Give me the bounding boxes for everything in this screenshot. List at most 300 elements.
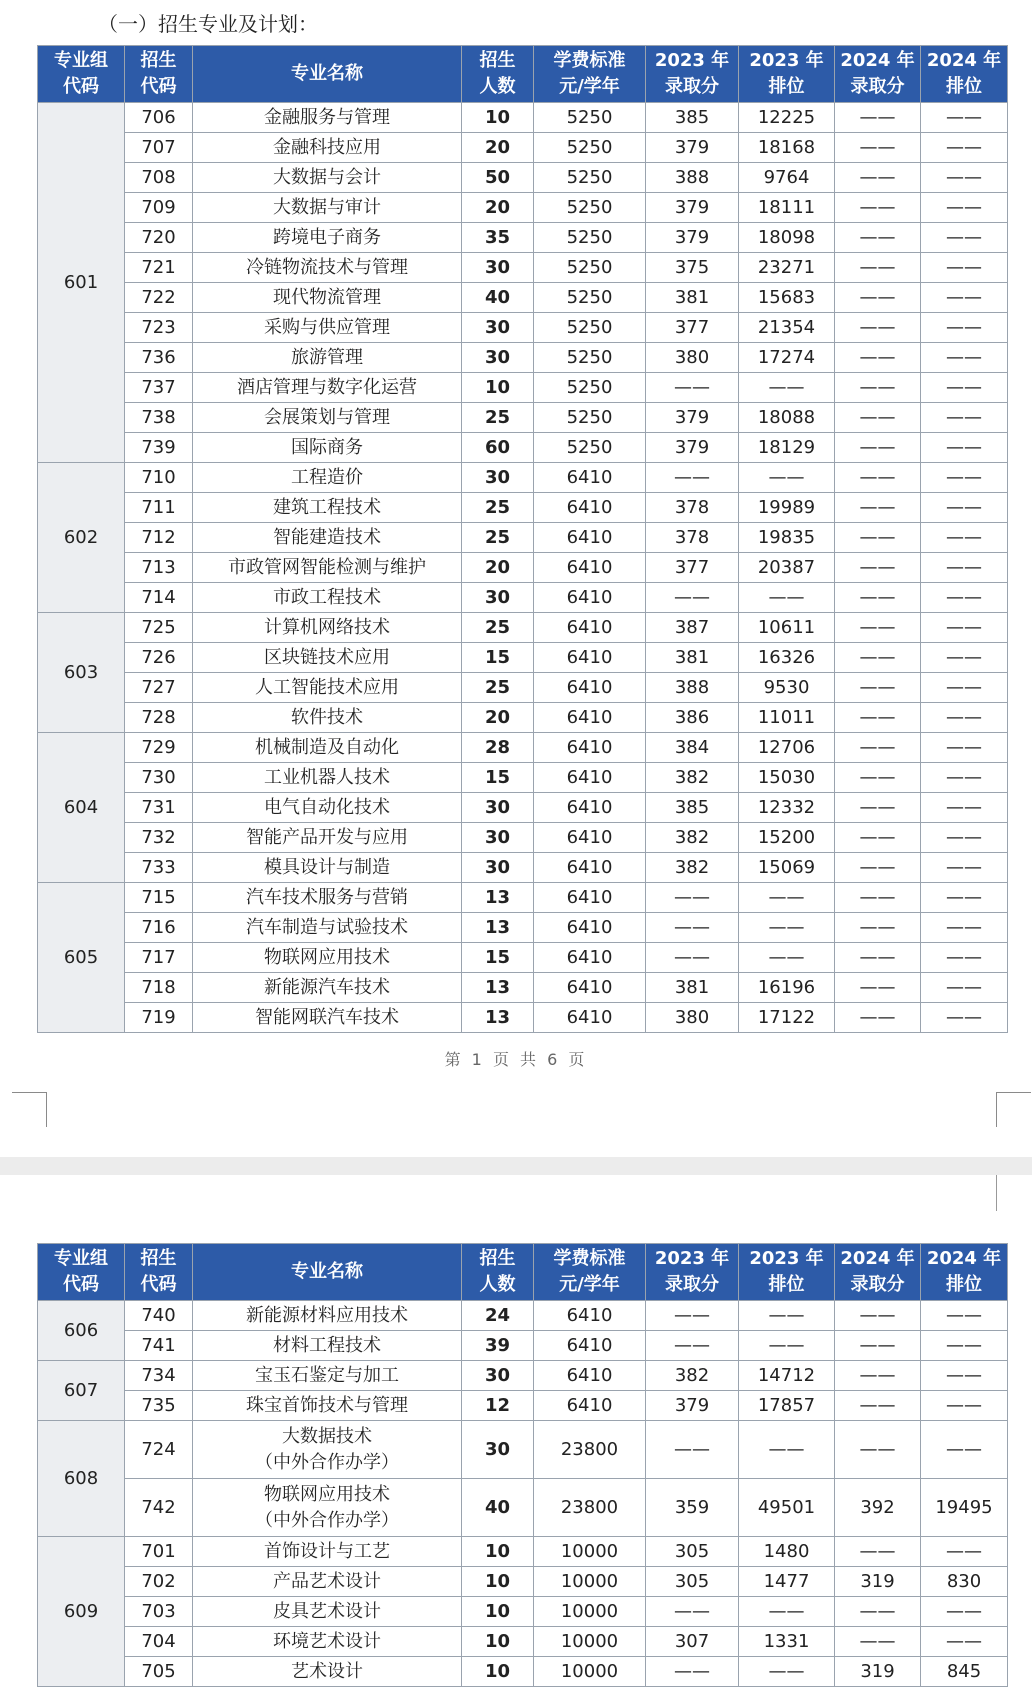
rank-2023-cell: 15030 <box>739 763 835 793</box>
rank-2023-cell: 15683 <box>739 283 835 313</box>
rank-2023-cell: —— <box>739 943 835 973</box>
score-2023-cell: 381 <box>646 973 739 1003</box>
score-2023-cell: 382 <box>646 853 739 883</box>
rank-2023-cell: 16326 <box>739 643 835 673</box>
quota-cell: 60 <box>462 433 534 463</box>
score-2023-cell: —— <box>646 1301 739 1331</box>
rank-2023-cell: 10611 <box>739 613 835 643</box>
score-2023-cell: 382 <box>646 763 739 793</box>
rank-2024-cell: —— <box>921 223 1008 253</box>
quota-cell: 30 <box>462 463 534 493</box>
major-code-cell: 735 <box>125 1391 193 1421</box>
score-2023-cell: 305 <box>646 1537 739 1567</box>
table-row <box>38 283 1008 313</box>
major-name-cell: 软件技术 <box>193 703 462 733</box>
tuition-cell: 6410 <box>534 523 646 553</box>
quota-cell: 30 <box>462 1361 534 1391</box>
score-2024-cell: —— <box>835 1537 921 1567</box>
rank-2024-cell: —— <box>921 463 1008 493</box>
rank-2024-cell: —— <box>921 613 1008 643</box>
header-major-code: 招生 代码 <box>125 1244 193 1301</box>
major-code-cell: 740 <box>125 1301 193 1331</box>
score-2024-cell: —— <box>835 373 921 403</box>
score-2023-cell: —— <box>646 1657 739 1687</box>
major-code-cell: 725 <box>125 613 193 643</box>
major-name-cell: 皮具艺术设计 <box>193 1597 462 1627</box>
rank-2023-cell: 12706 <box>739 733 835 763</box>
major-name-cell: 物联网应用技术 （中外合作办学） <box>193 1479 462 1537</box>
tuition-cell: 6410 <box>534 1301 646 1331</box>
quota-cell: 10 <box>462 1627 534 1657</box>
tuition-cell: 10000 <box>534 1537 646 1567</box>
score-2023-cell: 380 <box>646 343 739 373</box>
tuition-cell: 5250 <box>534 223 646 253</box>
score-2024-cell: 319 <box>835 1567 921 1597</box>
major-code-cell: 739 <box>125 433 193 463</box>
score-2023-cell: 385 <box>646 793 739 823</box>
quota-cell: 15 <box>462 943 534 973</box>
score-2023-cell: 388 <box>646 673 739 703</box>
table-row <box>38 853 1008 883</box>
major-code-cell: 723 <box>125 313 193 343</box>
major-name-cell: 新能源汽车技术 <box>193 973 462 1003</box>
tuition-cell: 10000 <box>534 1597 646 1627</box>
major-name-cell: 机械制造及自动化 <box>193 733 462 763</box>
rank-2024-cell: 845 <box>921 1657 1008 1687</box>
major-code-cell: 742 <box>125 1479 193 1537</box>
score-2023-cell: 379 <box>646 193 739 223</box>
score-2023-cell: —— <box>646 1597 739 1627</box>
header-2023-score: 2023 年 录取分 <box>646 1244 739 1301</box>
group-code-cell: 601 <box>38 103 125 463</box>
score-2024-cell: —— <box>835 973 921 1003</box>
header-major-name: 专业名称 <box>193 46 462 103</box>
table-row <box>38 1567 1008 1597</box>
page-corner-mark-left <box>12 1092 47 1127</box>
score-2024-cell: —— <box>835 133 921 163</box>
rank-2023-cell: 18111 <box>739 193 835 223</box>
score-2023-cell: 381 <box>646 283 739 313</box>
header-quota: 招生 人数 <box>462 46 534 103</box>
rank-2023-cell: 9530 <box>739 673 835 703</box>
major-code-cell: 710 <box>125 463 193 493</box>
rank-2024-cell: —— <box>921 913 1008 943</box>
table-row <box>38 703 1008 733</box>
major-code-cell: 734 <box>125 1361 193 1391</box>
table-row <box>38 583 1008 613</box>
major-name-cell: 市政管网智能检测与维护 <box>193 553 462 583</box>
major-code-cell: 706 <box>125 103 193 133</box>
rank-2023-cell: —— <box>739 1657 835 1687</box>
score-2023-cell: 382 <box>646 823 739 853</box>
major-name-cell: 珠宝首饰技术与管理 <box>193 1391 462 1421</box>
header-quota: 招生 人数 <box>462 1244 534 1301</box>
score-2024-cell: —— <box>835 733 921 763</box>
quota-cell: 40 <box>462 283 534 313</box>
score-2024-cell: —— <box>835 223 921 253</box>
major-code-cell: 701 <box>125 1537 193 1567</box>
rank-2024-cell: —— <box>921 493 1008 523</box>
rank-2024-cell: —— <box>921 853 1008 883</box>
rank-2024-cell: —— <box>921 373 1008 403</box>
rank-2023-cell: —— <box>739 463 835 493</box>
major-code-cell: 732 <box>125 823 193 853</box>
major-name-cell: 电气自动化技术 <box>193 793 462 823</box>
group-code-cell: 608 <box>38 1421 125 1537</box>
rank-2024-cell: —— <box>921 703 1008 733</box>
major-name-cell: 现代物流管理 <box>193 283 462 313</box>
rank-2024-cell: —— <box>921 583 1008 613</box>
table-row <box>38 673 1008 703</box>
tuition-cell: 6410 <box>534 853 646 883</box>
score-2024-cell: —— <box>835 1003 921 1033</box>
rank-2023-cell: 1480 <box>739 1537 835 1567</box>
score-2023-cell: 386 <box>646 703 739 733</box>
tuition-cell: 6410 <box>534 463 646 493</box>
score-2023-cell: —— <box>646 463 739 493</box>
tuition-cell: 6410 <box>534 703 646 733</box>
score-2024-cell: —— <box>835 883 921 913</box>
group-code-cell: 607 <box>38 1361 125 1421</box>
quota-cell: 13 <box>462 973 534 1003</box>
score-2023-cell: 387 <box>646 613 739 643</box>
quota-cell: 28 <box>462 733 534 763</box>
tuition-cell: 5250 <box>534 103 646 133</box>
score-2024-cell: —— <box>835 793 921 823</box>
quota-cell: 15 <box>462 763 534 793</box>
rank-2024-cell: —— <box>921 253 1008 283</box>
major-name-cell: 物联网应用技术 <box>193 943 462 973</box>
tuition-cell: 6410 <box>534 763 646 793</box>
table-header-row <box>38 1244 1008 1301</box>
table-row <box>38 973 1008 1003</box>
group-code-cell: 603 <box>38 613 125 733</box>
major-code-cell: 702 <box>125 1567 193 1597</box>
major-name-cell: 材料工程技术 <box>193 1331 462 1361</box>
score-2023-cell: 359 <box>646 1479 739 1537</box>
header-tuition: 学费标准 元/学年 <box>534 46 646 103</box>
major-code-cell: 703 <box>125 1597 193 1627</box>
score-2023-cell: —— <box>646 583 739 613</box>
rank-2023-cell: —— <box>739 1421 835 1479</box>
table-header-row <box>38 46 1008 103</box>
rank-2023-cell: 15200 <box>739 823 835 853</box>
tuition-cell: 23800 <box>534 1479 646 1537</box>
major-code-cell: 712 <box>125 523 193 553</box>
quota-cell: 15 <box>462 643 534 673</box>
rank-2023-cell: —— <box>739 913 835 943</box>
table-row <box>38 103 1008 133</box>
score-2023-cell: 384 <box>646 733 739 763</box>
tuition-cell: 5250 <box>534 163 646 193</box>
major-code-cell: 714 <box>125 583 193 613</box>
rank-2024-cell: —— <box>921 1301 1008 1331</box>
major-name-cell: 区块链技术应用 <box>193 643 462 673</box>
score-2024-cell: —— <box>835 1391 921 1421</box>
score-2023-cell: 377 <box>646 553 739 583</box>
score-2023-cell: —— <box>646 913 739 943</box>
score-2024-cell: —— <box>835 313 921 343</box>
quota-cell: 30 <box>462 583 534 613</box>
score-2024-cell: 392 <box>835 1479 921 1537</box>
rank-2023-cell: 18129 <box>739 433 835 463</box>
rank-2024-cell: —— <box>921 283 1008 313</box>
rank-2023-cell: —— <box>739 1597 835 1627</box>
enrollment-plan-table-page2 <box>37 1243 1008 1687</box>
table-row <box>38 343 1008 373</box>
major-name-cell: 工业机器人技术 <box>193 763 462 793</box>
score-2023-cell: 379 <box>646 433 739 463</box>
quota-cell: 20 <box>462 703 534 733</box>
rank-2024-cell: —— <box>921 133 1008 163</box>
major-name-cell: 环境艺术设计 <box>193 1627 462 1657</box>
score-2024-cell: —— <box>835 583 921 613</box>
header-major-code: 招生 代码 <box>125 46 193 103</box>
table-row <box>38 1361 1008 1391</box>
score-2024-cell: —— <box>835 943 921 973</box>
tuition-cell: 5250 <box>534 403 646 433</box>
score-2024-cell: —— <box>835 163 921 193</box>
table-row <box>38 223 1008 253</box>
quota-cell: 24 <box>462 1301 534 1331</box>
header-group-code: 专业组 代码 <box>38 1244 125 1301</box>
table-row <box>38 1003 1008 1033</box>
major-name-cell: 国际商务 <box>193 433 462 463</box>
table-row <box>38 1537 1008 1567</box>
quota-cell: 30 <box>462 823 534 853</box>
rank-2023-cell: 9764 <box>739 163 835 193</box>
score-2024-cell: —— <box>835 913 921 943</box>
rank-2023-cell: 19989 <box>739 493 835 523</box>
score-2024-cell: —— <box>835 343 921 373</box>
score-2023-cell: 375 <box>646 253 739 283</box>
tuition-cell: 6410 <box>534 733 646 763</box>
rank-2024-cell: —— <box>921 1597 1008 1627</box>
score-2023-cell: 307 <box>646 1627 739 1657</box>
score-2024-cell: —— <box>835 643 921 673</box>
tuition-cell: 6410 <box>534 1361 646 1391</box>
rank-2023-cell: 18088 <box>739 403 835 433</box>
major-name-cell: 人工智能技术应用 <box>193 673 462 703</box>
header-2023-rank: 2023 年 排位 <box>739 1244 835 1301</box>
score-2023-cell: 385 <box>646 103 739 133</box>
major-name-cell: 汽车技术服务与营销 <box>193 883 462 913</box>
major-name-cell: 艺术设计 <box>193 1657 462 1687</box>
rank-2023-cell: 18168 <box>739 133 835 163</box>
major-name-cell: 模具设计与制造 <box>193 853 462 883</box>
table-row <box>38 883 1008 913</box>
rank-2023-cell: 17857 <box>739 1391 835 1421</box>
score-2023-cell: 378 <box>646 493 739 523</box>
table-row <box>38 823 1008 853</box>
score-2023-cell: —— <box>646 1421 739 1479</box>
tuition-cell: 6410 <box>534 583 646 613</box>
score-2023-cell: —— <box>646 943 739 973</box>
table-row <box>38 763 1008 793</box>
major-code-cell: 708 <box>125 163 193 193</box>
score-2024-cell: 319 <box>835 1657 921 1687</box>
quota-cell: 39 <box>462 1331 534 1361</box>
rank-2024-cell: —— <box>921 643 1008 673</box>
score-2024-cell: —— <box>835 493 921 523</box>
major-code-cell: 716 <box>125 913 193 943</box>
section-title: （一）招生专业及计划： <box>98 12 318 36</box>
score-2023-cell: 377 <box>646 313 739 343</box>
quota-cell: 10 <box>462 1657 534 1687</box>
tuition-cell: 6410 <box>534 943 646 973</box>
rank-2023-cell: 11011 <box>739 703 835 733</box>
score-2023-cell: 378 <box>646 523 739 553</box>
tuition-cell: 6410 <box>534 1003 646 1033</box>
major-name-cell: 金融服务与管理 <box>193 103 462 133</box>
tuition-cell: 5250 <box>534 283 646 313</box>
table-row <box>38 1479 1008 1537</box>
enrollment-plan-table-page1 <box>37 45 1008 1033</box>
major-name-cell: 金融科技应用 <box>193 133 462 163</box>
table-row <box>38 493 1008 523</box>
table-row <box>38 553 1008 583</box>
score-2024-cell: —— <box>835 673 921 703</box>
quota-cell: 30 <box>462 343 534 373</box>
tuition-cell: 10000 <box>534 1627 646 1657</box>
major-code-cell: 720 <box>125 223 193 253</box>
rank-2024-cell: —— <box>921 523 1008 553</box>
header-2024-rank: 2024 年 排位 <box>921 46 1008 103</box>
tuition-cell: 6410 <box>534 493 646 523</box>
quota-cell: 13 <box>462 883 534 913</box>
group-code-cell: 602 <box>38 463 125 613</box>
major-code-cell: 711 <box>125 493 193 523</box>
major-code-cell: 705 <box>125 1657 193 1687</box>
major-code-cell: 722 <box>125 283 193 313</box>
major-code-cell: 724 <box>125 1421 193 1479</box>
tuition-cell: 5250 <box>534 343 646 373</box>
major-code-cell: 715 <box>125 883 193 913</box>
score-2024-cell: —— <box>835 613 921 643</box>
header-2024-score: 2024 年 录取分 <box>835 46 921 103</box>
score-2024-cell: —— <box>835 283 921 313</box>
rank-2024-cell: —— <box>921 823 1008 853</box>
rank-2024-cell: —— <box>921 793 1008 823</box>
quota-cell: 20 <box>462 553 534 583</box>
quota-cell: 25 <box>462 403 534 433</box>
header-2024-rank: 2024 年 排位 <box>921 1244 1008 1301</box>
quota-cell: 20 <box>462 193 534 223</box>
tuition-cell: 6410 <box>534 793 646 823</box>
table-row <box>38 133 1008 163</box>
rank-2023-cell: 23271 <box>739 253 835 283</box>
score-2024-cell: —— <box>835 1301 921 1331</box>
score-2024-cell: —— <box>835 463 921 493</box>
major-code-cell: 719 <box>125 1003 193 1033</box>
table-row <box>38 463 1008 493</box>
tuition-cell: 6410 <box>534 883 646 913</box>
table-row <box>38 373 1008 403</box>
major-name-cell: 新能源材料应用技术 <box>193 1301 462 1331</box>
score-2024-cell: —— <box>835 1597 921 1627</box>
table-row <box>38 1331 1008 1361</box>
rank-2024-cell: —— <box>921 673 1008 703</box>
quota-cell: 40 <box>462 1479 534 1537</box>
rank-2024-cell: —— <box>921 1627 1008 1657</box>
table-row <box>38 193 1008 223</box>
major-name-cell: 智能建造技术 <box>193 523 462 553</box>
major-code-cell: 726 <box>125 643 193 673</box>
major-name-cell: 计算机网络技术 <box>193 613 462 643</box>
quota-cell: 10 <box>462 1537 534 1567</box>
score-2024-cell: —— <box>835 103 921 133</box>
score-2024-cell: —— <box>835 523 921 553</box>
major-code-cell: 736 <box>125 343 193 373</box>
quota-cell: 12 <box>462 1391 534 1421</box>
major-code-cell: 729 <box>125 733 193 763</box>
rank-2023-cell: 14712 <box>739 1361 835 1391</box>
rank-2024-cell: —— <box>921 433 1008 463</box>
table-row <box>38 163 1008 193</box>
major-name-cell: 汽车制造与试验技术 <box>193 913 462 943</box>
page-corner-mark-top <box>996 1175 997 1211</box>
major-name-cell: 智能网联汽车技术 <box>193 1003 462 1033</box>
major-code-cell: 737 <box>125 373 193 403</box>
quota-cell: 30 <box>462 1421 534 1479</box>
major-name-cell: 酒店管理与数字化运营 <box>193 373 462 403</box>
table-row <box>38 403 1008 433</box>
major-name-cell: 宝玉石鉴定与加工 <box>193 1361 462 1391</box>
table-row <box>38 733 1008 763</box>
rank-2024-cell: —— <box>921 1331 1008 1361</box>
major-code-cell: 741 <box>125 1331 193 1361</box>
tuition-cell: 5250 <box>534 253 646 283</box>
table-row <box>38 433 1008 463</box>
score-2023-cell: 380 <box>646 1003 739 1033</box>
tuition-cell: 6410 <box>534 973 646 1003</box>
rank-2024-cell: 19495 <box>921 1479 1008 1537</box>
rank-2023-cell: 15069 <box>739 853 835 883</box>
table-row <box>38 253 1008 283</box>
table-row <box>38 1391 1008 1421</box>
score-2023-cell: —— <box>646 1331 739 1361</box>
rank-2023-cell: 49501 <box>739 1479 835 1537</box>
score-2024-cell: —— <box>835 403 921 433</box>
tuition-cell: 5250 <box>534 193 646 223</box>
score-2024-cell: —— <box>835 1421 921 1479</box>
quota-cell: 25 <box>462 523 534 553</box>
tuition-cell: 5250 <box>534 313 646 343</box>
score-2023-cell: 379 <box>646 403 739 433</box>
header-major-name: 专业名称 <box>193 1244 462 1301</box>
rank-2024-cell: —— <box>921 883 1008 913</box>
major-name-cell: 会展策划与管理 <box>193 403 462 433</box>
major-name-cell: 智能产品开发与应用 <box>193 823 462 853</box>
rank-2023-cell: 21354 <box>739 313 835 343</box>
table-row <box>38 313 1008 343</box>
score-2024-cell: —— <box>835 553 921 583</box>
rank-2024-cell: —— <box>921 1391 1008 1421</box>
major-code-cell: 704 <box>125 1627 193 1657</box>
rank-2024-cell: —— <box>921 343 1008 373</box>
rank-2024-cell: —— <box>921 943 1008 973</box>
rank-2024-cell: —— <box>921 763 1008 793</box>
tuition-cell: 10000 <box>534 1657 646 1687</box>
group-code-cell: 605 <box>38 883 125 1033</box>
table-row <box>38 523 1008 553</box>
table-row <box>38 943 1008 973</box>
major-code-cell: 731 <box>125 793 193 823</box>
rank-2023-cell: —— <box>739 883 835 913</box>
score-2023-cell: —— <box>646 373 739 403</box>
quota-cell: 25 <box>462 613 534 643</box>
rank-2024-cell: —— <box>921 1361 1008 1391</box>
